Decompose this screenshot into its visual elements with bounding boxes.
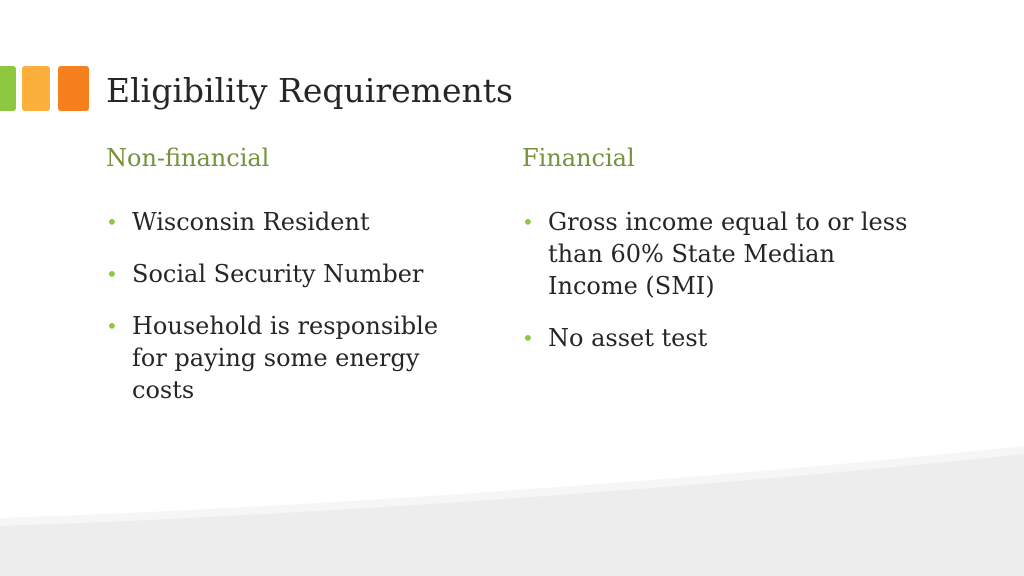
list-item-text: Wisconsin Resident	[132, 208, 370, 236]
column-heading-non-financial: Non-financial	[106, 144, 270, 172]
bullet-icon: •	[522, 210, 534, 234]
list-item-text: Social Security Number	[132, 260, 424, 288]
list-item	[106, 258, 476, 290]
list-item	[522, 206, 922, 302]
column-heading-financial: Financial	[522, 144, 635, 172]
bullet-icon: •	[522, 326, 534, 350]
slide-title: Eligibility Requirements	[106, 71, 513, 110]
list-item	[106, 310, 476, 406]
list-item-text: Household is responsible for paying some energy costs	[132, 312, 439, 404]
accent-block-yellow	[22, 66, 50, 111]
financial-list	[522, 206, 922, 374]
list-item	[522, 322, 922, 354]
bullet-icon: •	[106, 262, 118, 286]
decorative-floor	[0, 446, 1024, 576]
list-item-text: No asset test	[548, 324, 708, 352]
bullet-icon: •	[106, 314, 118, 338]
non-financial-list	[106, 206, 476, 426]
accent-block-orange	[58, 66, 89, 111]
accent-block-green	[0, 66, 16, 111]
list-item	[106, 206, 476, 238]
bullet-icon: •	[106, 210, 118, 234]
list-item-text: Gross income equal to or less than 60% State Median Income (SMI)	[548, 208, 908, 300]
